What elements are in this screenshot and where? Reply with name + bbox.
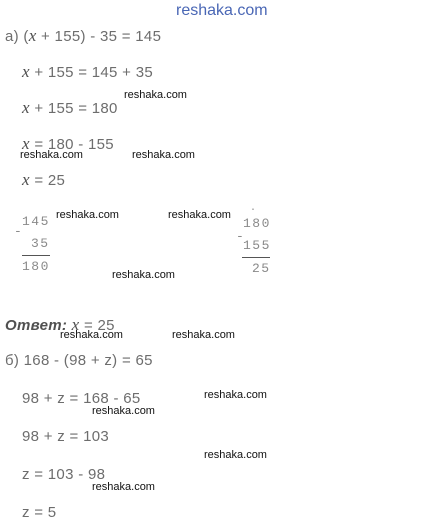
part-a-line-3: x + 155 = 180 xyxy=(22,98,118,117)
watermark: reshaka.com xyxy=(204,449,267,461)
part-a-line-4: x = 180 - 155 xyxy=(22,134,114,153)
site-logo[interactable]: reshaka.com xyxy=(176,2,268,19)
watermark: reshaka.com xyxy=(112,269,175,281)
column-2-result: 25 xyxy=(252,261,271,276)
watermark: reshaka.com xyxy=(168,209,231,221)
watermark: reshaka.com xyxy=(60,329,123,341)
part-b-line-3: 98 + z = 103 xyxy=(22,428,110,445)
watermark: reshaka.com xyxy=(172,329,235,341)
part-b-line-1: б) 168 - (98 + z) = 65 xyxy=(5,352,153,369)
watermark: reshaka.com xyxy=(92,405,155,417)
watermark: reshaka.com xyxy=(20,149,83,161)
column-1-result: 180 xyxy=(22,259,50,274)
part-b-label: б) xyxy=(5,352,20,369)
part-b-line-2: 98 + z = 168 - 65 xyxy=(22,390,141,407)
part-a-line-1: а) (x + 155) - 35 = 145 xyxy=(5,26,162,45)
part-b-line-4: z = 103 - 98 xyxy=(22,466,106,483)
column-2-a: 180 xyxy=(243,216,271,231)
column-1-a: 145 xyxy=(22,214,50,229)
part-a-label: а) xyxy=(5,28,19,45)
answer-label: Ответ: xyxy=(5,317,68,334)
column-2-sign: - xyxy=(236,229,246,244)
column-1-sign: - xyxy=(14,224,24,239)
column-2-b: 155 xyxy=(243,238,271,253)
column-1-b: 35 xyxy=(31,236,50,251)
part-b-line-5: z = 5 xyxy=(22,504,57,521)
column-2-dot: · xyxy=(250,205,258,216)
watermark: reshaka.com xyxy=(204,389,267,401)
column-2-rule xyxy=(242,257,270,258)
watermark: reshaka.com xyxy=(56,209,119,221)
watermark: reshaka.com xyxy=(124,89,187,101)
part-a-line-2: x + 155 = 145 + 35 xyxy=(22,62,153,81)
watermark: reshaka.com xyxy=(132,149,195,161)
part-a-line-5: x = 25 xyxy=(22,170,66,189)
column-1-rule xyxy=(22,255,50,256)
answer-line: Ответ: x = 25 xyxy=(5,315,115,334)
watermark: reshaka.com xyxy=(92,481,155,493)
